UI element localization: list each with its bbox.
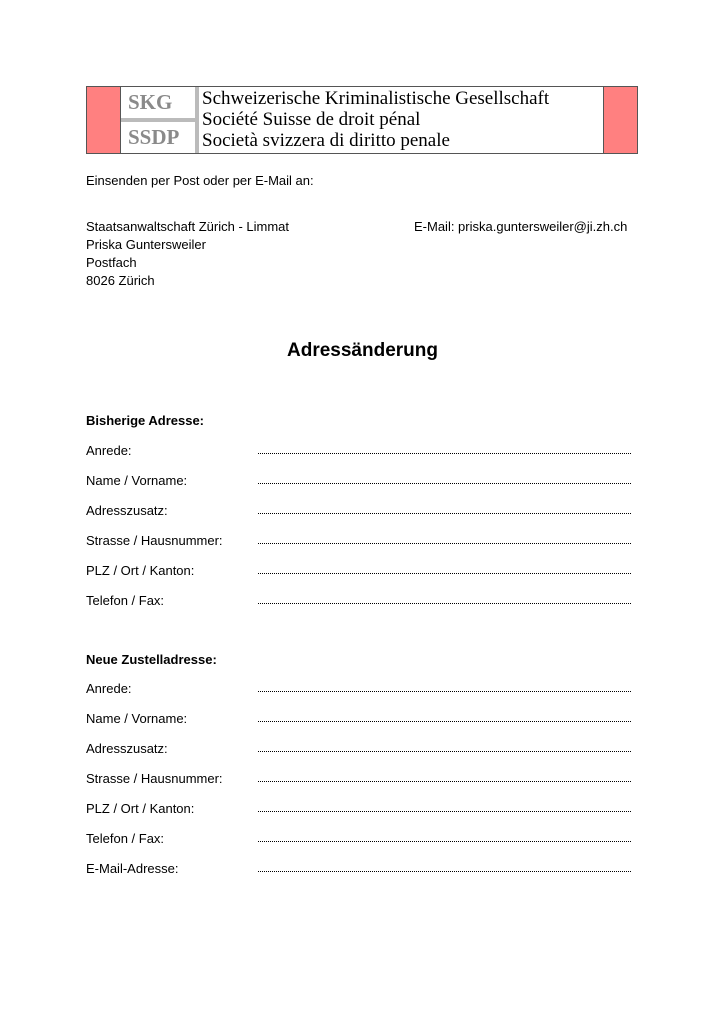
abbr-ssdp: SSDP xyxy=(121,122,199,153)
new-address-field-fill-line[interactable] xyxy=(258,751,631,752)
new-address-field-label: E-Mail-Adresse: xyxy=(86,861,179,876)
new-address-field-row xyxy=(86,681,631,699)
new-address-field-label: Strasse / Hausnummer: xyxy=(86,771,223,786)
new-address-field-fill-line[interactable] xyxy=(258,721,631,722)
old-address-field-label: Telefon / Fax: xyxy=(86,593,165,608)
new-address-heading: Neue Zustelladresse: xyxy=(86,652,217,667)
new-address-field-row xyxy=(86,801,631,819)
old-address-heading: Bisherige Adresse: xyxy=(86,413,205,428)
society-name-it: Società svizzera di diritto penale xyxy=(202,130,450,151)
recipient-line-4: 8026 Zürich xyxy=(86,273,155,288)
new-address-field-label: Telefon / Fax: xyxy=(86,831,165,846)
new-address-field-row xyxy=(86,861,631,879)
letterhead-names xyxy=(199,87,603,153)
new-address-field-label: Adresszusatz: xyxy=(86,741,168,756)
letterhead-accent-left xyxy=(87,87,121,153)
old-address-field-fill-line[interactable] xyxy=(258,513,631,514)
old-address-field-label: PLZ / Ort / Kanton: xyxy=(86,563,195,578)
society-name-de: Schweizerische Kriminalistische Gesellschaft xyxy=(202,88,550,109)
old-address-field-fill-line[interactable] xyxy=(258,543,631,544)
intro-text: Einsenden per Post oder per E-Mail an: xyxy=(86,173,314,188)
recipient-line-3: Postfach xyxy=(86,255,137,270)
new-address-field-fill-line[interactable] xyxy=(258,781,631,782)
new-address-field-row xyxy=(86,741,631,759)
old-address-field-label: Adresszusatz: xyxy=(86,503,168,518)
old-address-field-row xyxy=(86,443,631,461)
new-address-field-row xyxy=(86,711,631,729)
letterhead-accent-right xyxy=(603,87,637,153)
new-address-field-fill-line[interactable] xyxy=(258,841,631,842)
new-address-field-row xyxy=(86,771,631,789)
old-address-field-label: Name / Vorname: xyxy=(86,473,188,488)
form-title: Adressänderung xyxy=(287,340,438,361)
old-address-field-row xyxy=(86,593,631,611)
old-address-field-fill-line[interactable] xyxy=(258,603,631,604)
old-address-field-row xyxy=(86,533,631,551)
new-address-field-fill-line[interactable] xyxy=(258,871,631,872)
letterhead-abbreviations xyxy=(121,87,199,153)
abbr-skg: SKG xyxy=(121,87,199,122)
old-address-field-label: Strasse / Hausnummer: xyxy=(86,533,223,548)
recipient-line-2: Priska Guntersweiler xyxy=(86,237,206,252)
new-address-field-label: PLZ / Ort / Kanton: xyxy=(86,801,195,816)
old-address-field-row xyxy=(86,473,631,491)
new-address-field-fill-line[interactable] xyxy=(258,691,631,692)
old-address-field-fill-line[interactable] xyxy=(258,453,631,454)
society-name-fr: Société Suisse de droit pénal xyxy=(202,109,421,130)
recipient-email: E-Mail: priska.guntersweiler@ji.zh.ch xyxy=(414,219,628,234)
new-address-field-fill-line[interactable] xyxy=(258,811,631,812)
old-address-field-fill-line[interactable] xyxy=(258,483,631,484)
new-address-field-label: Name / Vorname: xyxy=(86,711,188,726)
new-address-field-label: Anrede: xyxy=(86,681,132,696)
recipient-line-1: Staatsanwaltschaft Zürich - Limmat xyxy=(86,219,290,234)
new-address-field-row xyxy=(86,831,631,849)
old-address-field-label: Anrede: xyxy=(86,443,132,458)
old-address-field-row xyxy=(86,503,631,521)
old-address-field-row xyxy=(86,563,631,581)
old-address-field-fill-line[interactable] xyxy=(258,573,631,574)
letterhead xyxy=(86,86,638,154)
